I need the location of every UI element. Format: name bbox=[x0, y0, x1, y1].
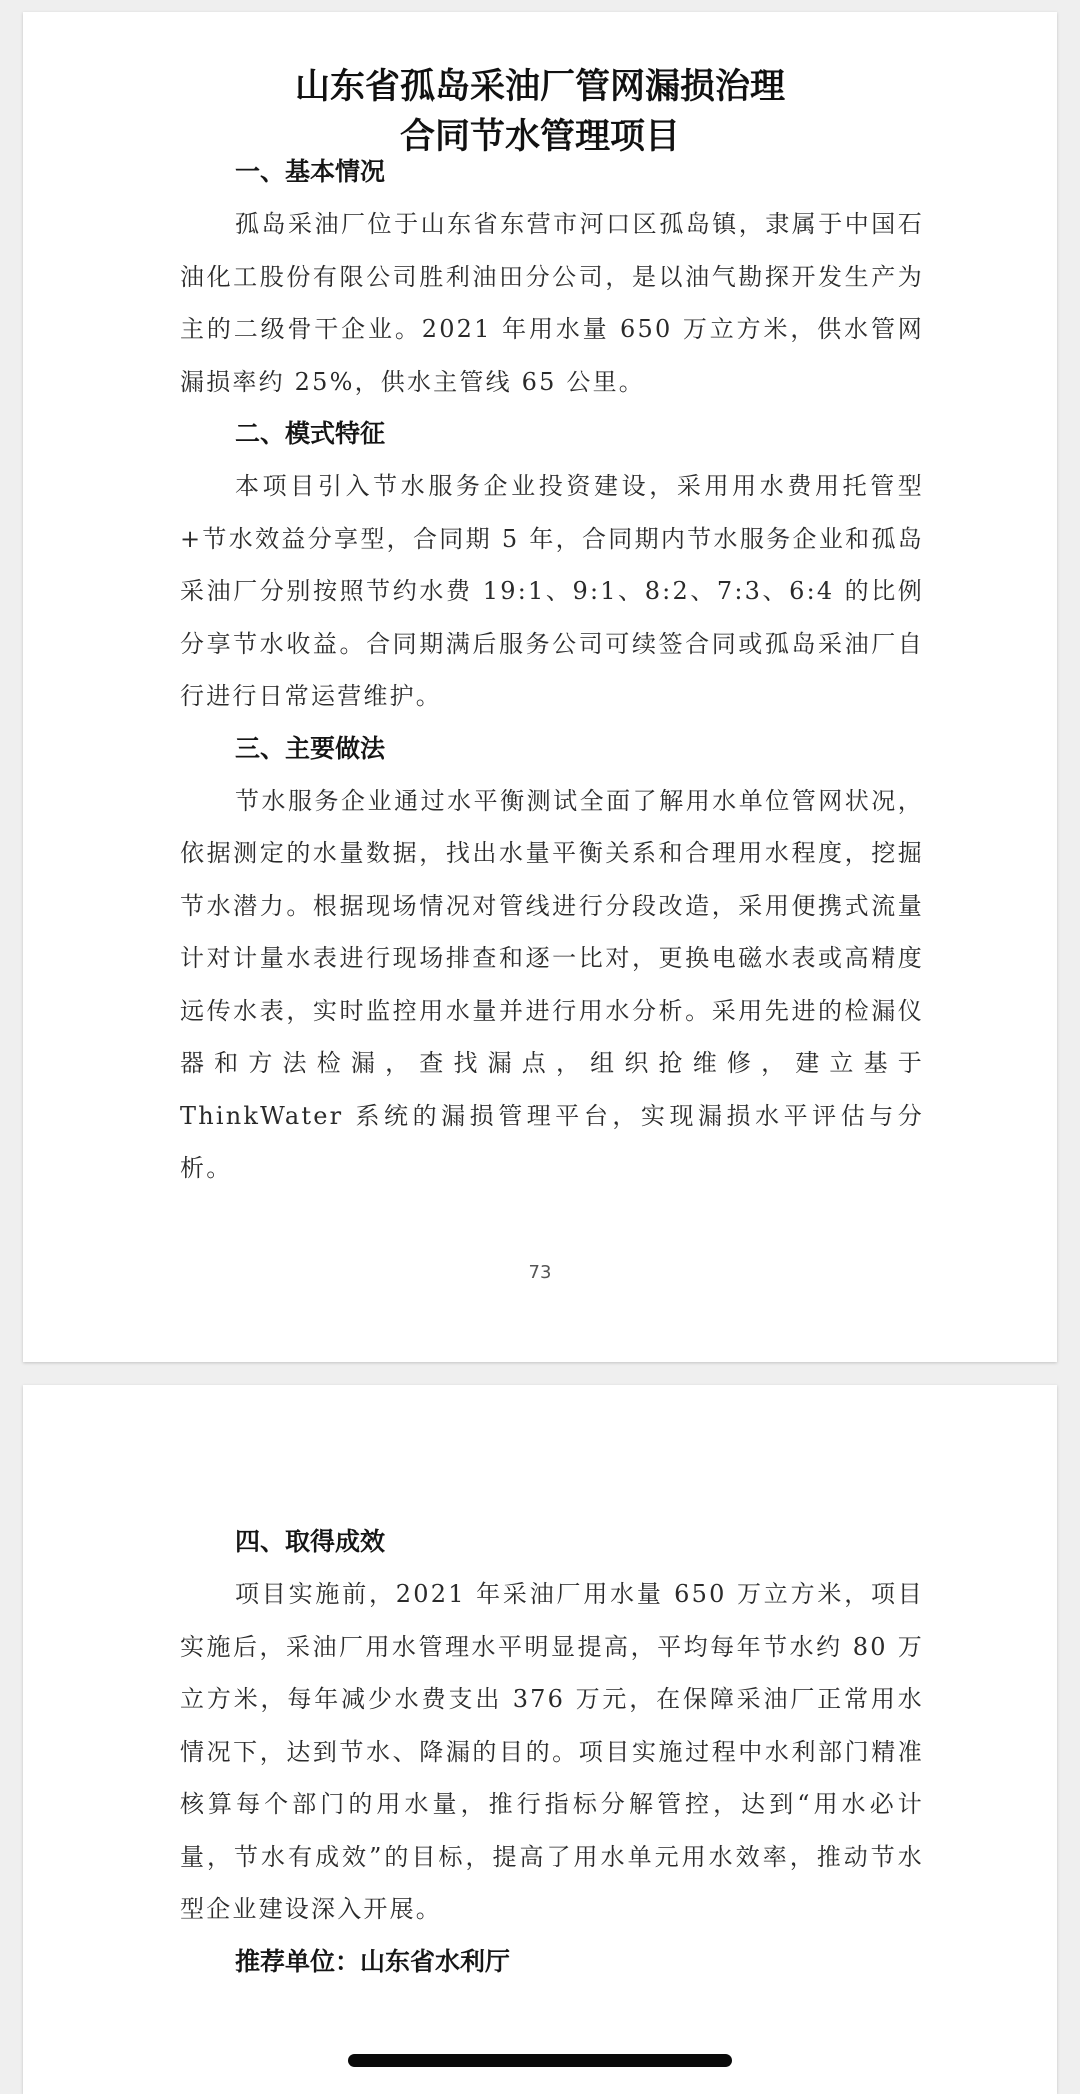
page-73-body bbox=[180, 146, 924, 1195]
section-heading-methods: 三、主要做法 bbox=[235, 733, 386, 763]
section-text-model: 本项目引入节水服务企业投资建设，采用用水费用托管型+节水效益分享型，合同期 5 年，合同期内节水服务企业和孤岛采油厂分别按照节约水费 19:1、9:1、8:2、7:3、6:4 的比例分享节水收益。合同期满后服务公司可续签合同或孤岛采油厂自行进行日常运营维护。 bbox=[180, 472, 924, 710]
page-73 bbox=[23, 12, 1057, 1362]
section-text-basic: 孤岛采油厂位于山东省东营市河口区孤岛镇，隶属于中国石油化工股份有限公司胜利油田分公司，是以油气勘探开发生产为主的二级骨干企业。2021 年用水量 650 万立方米，供水管网漏损率约 25%，供水主管线 65 公里。 bbox=[180, 210, 924, 396]
section-heading-basic: 一、基本情况 bbox=[235, 157, 386, 186]
section-heading-model: 二、模式特征 bbox=[235, 419, 386, 448]
section-heading-results: 四、取得成效 bbox=[235, 1527, 386, 1556]
title-line-2: 合同节水管理项目 bbox=[399, 116, 680, 157]
home-indicator[interactable] bbox=[348, 2054, 732, 2067]
page-74 bbox=[23, 1385, 1057, 2094]
section-text-results: 项目实施前，2021 年采油厂用水量 650 万立方米，项目实施后，采油厂用水管理水平明显提高，平均每年节水约 80 万立方米，每年减少水费支出 376 万元，在保障采油厂正常用水情况下，达到节水、降漏的目的。项目实施过程中水利部门精准核算每个部门的用水量，推行指标分解管控，达到“用水必计量，节水有成效”的目标，提高了用水单元用水效率，推动节水型企业建设深入开展。 bbox=[180, 1580, 924, 1923]
recommender-label: 推荐单位：山东省水利厅 bbox=[235, 1946, 511, 1976]
title-line-1: 山东省孤岛采油厂管网漏损治理 bbox=[294, 66, 785, 107]
page-number: 73 bbox=[528, 1262, 552, 1283]
section-text-methods: 节水服务企业通过水平衡测试全面了解用水单位管网状况，依据测定的水量数据，找出水量平衡关系和合理用水程度，挖掘节水潜力。根据现场情况对管线进行分段改造，采用便携式流量计对计量水表进行现场排查和逐一比对，更换电磁水表或高精度远传水表，实时监控用水量并进行用水分析。采用先进的检漏仪器和方法检漏，查找漏点，组织抢维修，建立基于 ThinkWater 系统的漏损管理平台，实现漏损水平评估与分析。 bbox=[180, 786, 924, 1182]
page-74-body bbox=[180, 1516, 924, 1988]
